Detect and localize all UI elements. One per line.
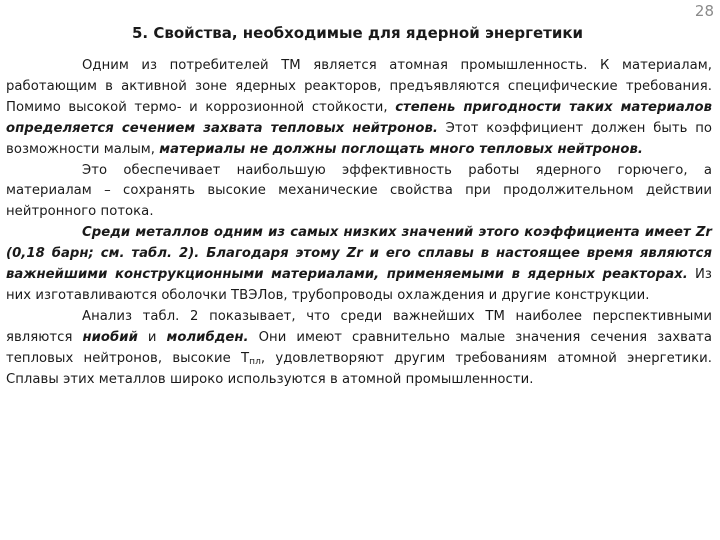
p2-text-1: Это обеспечивает наибольшую эффективность работы ядерного горючего, а материалам – сохранять высокие механические свойства при продолжительном действии нейтронного потока.	[6, 162, 712, 220]
p1-emphasis-2: материалы не должны поглощать много тепловых нейтронов.	[159, 141, 643, 157]
p4-text-2: и	[137, 329, 167, 345]
paragraph-1	[6, 56, 712, 161]
p4-subscript: пл	[249, 356, 261, 367]
p4-text-1: Анализ табл. 2 показывает, что среди важнейших ТМ наиболее перспективными являются	[6, 308, 712, 345]
body-text	[6, 56, 712, 391]
page-number: 28	[694, 2, 714, 20]
p1-text-2: Этот коэффициент должен быть по возможности малым,	[6, 120, 712, 157]
p1-emphasis-1: степень пригодности таких материалов определяется сечением захвата тепловых нейтронов.	[6, 99, 712, 136]
p4-text-3: Они имеют сравнительно малые значения сечения захвата тепловых нейтронов, высокие Т	[6, 329, 712, 366]
paragraph-4	[6, 307, 712, 391]
p4-emphasis-molybdenum: молибден.	[166, 329, 249, 345]
p4-text-4: , удовлетворяют другим требованиям атомной энергетики. Сплавы этих металлов широко используются в атомной промышленности.	[6, 350, 712, 387]
paragraph-3	[6, 223, 712, 307]
paragraph-2	[6, 161, 712, 224]
p3-emphasis-1: Среди металлов одним из самых низких значений этого коэффициента имеет Zr (0,18 барн; см. табл. 2). Благодаря этому Zr и его сплавы в настоящее время являются важнейшими конструкционными материалами, применяемыми в ядерных реакторах.	[6, 225, 712, 283]
p1-text-1: Одним из потребителей ТМ является атомная промышленность. К материалам, работающим в активной зоне ядерных реакторов, предъявляются специфические требования. Помимо высокой термо- и коррозионной стойкости,	[6, 58, 712, 115]
page-title: 5. Свойства, необходимые для ядерной энергетики	[132, 24, 584, 42]
p4-emphasis-niobium: ниобий	[82, 329, 138, 345]
p3-text-1: Из них изготавливаются оболочки ТВЭЛов, трубопроводы охлаждения и другие конструкции.	[6, 267, 712, 303]
